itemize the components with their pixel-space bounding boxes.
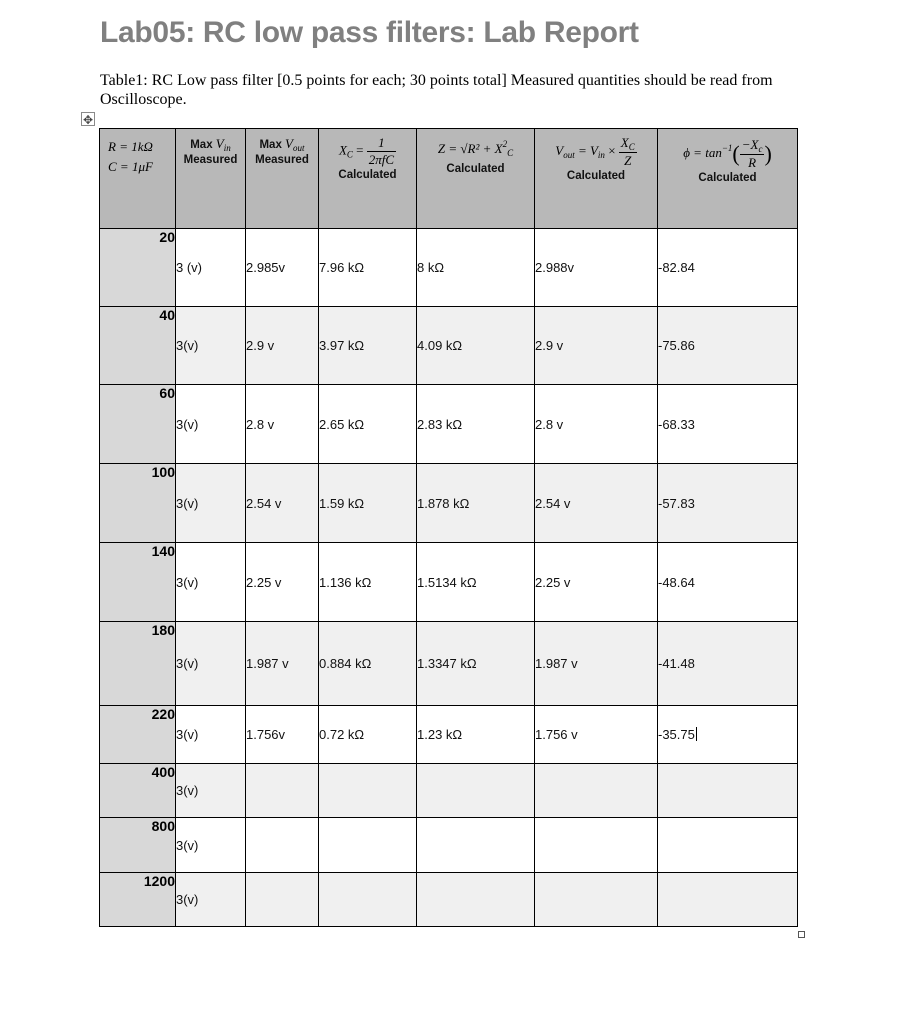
- table-resize-handle-icon[interactable]: [798, 931, 805, 938]
- header-vout-measured: Max $V_{out}$ Measured: [246, 129, 319, 229]
- vout-calculated-cell[interactable]: 1.987 v: [535, 622, 658, 706]
- z-cell[interactable]: 4.09 kΩ: [417, 307, 535, 385]
- xc-cell[interactable]: 3.97 kΩ: [319, 307, 417, 385]
- z-cell[interactable]: [417, 873, 535, 927]
- vout-measured-cell[interactable]: 2.54 v: [246, 464, 319, 543]
- header-phi-calculated: $\phi = \tan^{-1}$( $\frac{-X_c}{R}$ ) Calculated: [658, 129, 798, 229]
- header-rc-values: [100, 129, 176, 229]
- vin-cell[interactable]: 3(v): [176, 873, 246, 927]
- header-vin-measured-label: Measured: [183, 154, 238, 166]
- phi-cell[interactable]: -48.64: [658, 543, 798, 622]
- header-resistance: R = 1kΩ: [108, 139, 153, 154]
- vout-calculated-cell[interactable]: [535, 764, 658, 818]
- table-row: [100, 873, 798, 927]
- vout-calculated-cell[interactable]: [535, 818, 658, 873]
- frequency-cell: 1200: [100, 873, 176, 927]
- vout-measured-cell[interactable]: 1.756v: [246, 706, 319, 764]
- header-vout-calculated-label: Calculated: [566, 170, 626, 182]
- frequency-cell: 800: [100, 818, 176, 873]
- frequency-cell: 20: [100, 229, 176, 307]
- frequency-cell: 100: [100, 464, 176, 543]
- header-xc-calculated-label: Calculated: [338, 169, 397, 181]
- vout-measured-cell[interactable]: 2.9 v: [246, 307, 319, 385]
- phi-cell[interactable]: [658, 706, 798, 764]
- phi-cell[interactable]: -82.84: [658, 229, 798, 307]
- vin-cell[interactable]: 3(v): [176, 706, 246, 764]
- vin-cell[interactable]: 3(v): [176, 307, 246, 385]
- header-vin-measured: Max $V_{in}$ Measured: [176, 129, 246, 229]
- phi-cell[interactable]: -57.83: [658, 464, 798, 543]
- phi-value: -35.75: [658, 727, 695, 742]
- vin-cell[interactable]: 3(v): [176, 764, 246, 818]
- frequency-cell: 220: [100, 706, 176, 764]
- vout-measured-cell[interactable]: [246, 818, 319, 873]
- table-row: [100, 229, 798, 307]
- header-vout-measured-label: Measured: [255, 154, 309, 166]
- header-capacitance: C = 1μF: [108, 159, 153, 174]
- table-header-row: [100, 129, 798, 229]
- table-row: [100, 706, 798, 764]
- z-cell[interactable]: [417, 764, 535, 818]
- table-row: [100, 764, 798, 818]
- phi-cell[interactable]: [658, 764, 798, 818]
- vout-measured-cell[interactable]: 2.985v: [246, 229, 319, 307]
- z-cell[interactable]: 1.878 kΩ: [417, 464, 535, 543]
- frequency-cell: 400: [100, 764, 176, 818]
- table-row: [100, 818, 798, 873]
- table-row: [100, 622, 798, 706]
- z-cell[interactable]: [417, 818, 535, 873]
- phi-cell[interactable]: -75.86: [658, 307, 798, 385]
- xc-cell[interactable]: [319, 818, 417, 873]
- frequency-cell: 40: [100, 307, 176, 385]
- header-z-calculated-label: Calculated: [446, 163, 505, 175]
- phi-cell[interactable]: [658, 873, 798, 927]
- z-cell[interactable]: 1.5134 kΩ: [417, 543, 535, 622]
- vout-measured-cell[interactable]: 2.8 v: [246, 385, 319, 464]
- vout-calculated-cell[interactable]: 2.988v: [535, 229, 658, 307]
- phi-cell[interactable]: -68.33: [658, 385, 798, 464]
- frequency-cell: 180: [100, 622, 176, 706]
- phi-cell[interactable]: -41.48: [658, 622, 798, 706]
- document-title: Lab05: RC low pass filters: Lab Report: [100, 16, 639, 49]
- z-cell[interactable]: 8 kΩ: [417, 229, 535, 307]
- vin-cell[interactable]: 3(v): [176, 464, 246, 543]
- xc-cell[interactable]: 0.884 kΩ: [319, 622, 417, 706]
- vout-calculated-cell[interactable]: 1.756 v: [535, 706, 658, 764]
- xc-cell[interactable]: [319, 764, 417, 818]
- xc-cell[interactable]: 0.72 kΩ: [319, 706, 417, 764]
- vin-cell[interactable]: 3(v): [176, 622, 246, 706]
- vin-cell[interactable]: 3 (v): [176, 229, 246, 307]
- table-row: [100, 385, 798, 464]
- xc-cell[interactable]: 1.136 kΩ: [319, 543, 417, 622]
- table-move-handle-icon[interactable]: ✥: [82, 113, 94, 127]
- phi-cell[interactable]: [658, 818, 798, 873]
- rc-filter-table: [99, 128, 798, 927]
- vout-calculated-cell[interactable]: 2.54 v: [535, 464, 658, 543]
- z-cell[interactable]: 1.3347 kΩ: [417, 622, 535, 706]
- vout-calculated-cell[interactable]: 2.9 v: [535, 307, 658, 385]
- vout-calculated-cell[interactable]: 2.25 v: [535, 543, 658, 622]
- vout-measured-cell[interactable]: 2.25 v: [246, 543, 319, 622]
- vin-cell[interactable]: 3(v): [176, 818, 246, 873]
- header-xc-calculated: $X_C$ = $\frac{1}{\text{2πfC}}$ Calculated: [319, 129, 417, 229]
- xc-cell[interactable]: 1.59 kΩ: [319, 464, 417, 543]
- vout-measured-cell[interactable]: [246, 873, 319, 927]
- text-cursor: [696, 727, 697, 741]
- table-caption: Table1: RC Low pass filter [0.5 points for each; 30 points total] Measured quantities should be read from Oscilloscope.: [100, 72, 773, 108]
- vout-measured-cell[interactable]: 1.987 v: [246, 622, 319, 706]
- vout-calculated-cell[interactable]: 2.8 v: [535, 385, 658, 464]
- header-z-calculated: $Z = √R^2 + X^2_C$ Calculated: [417, 129, 535, 229]
- xc-cell[interactable]: [319, 873, 417, 927]
- vout-measured-cell[interactable]: [246, 764, 319, 818]
- frequency-cell: 60: [100, 385, 176, 464]
- table-row: [100, 543, 798, 622]
- header-vout-calculated: $V_{out} = V_{in}$ × $\frac{X_C}{Z}$ Calculated: [535, 129, 658, 229]
- z-cell[interactable]: 1.23 kΩ: [417, 706, 535, 764]
- header-phi-calculated-label: Calculated: [698, 172, 757, 184]
- table-row: [100, 464, 798, 543]
- z-cell[interactable]: 2.83 kΩ: [417, 385, 535, 464]
- xc-cell[interactable]: 2.65 kΩ: [319, 385, 417, 464]
- table-row: [100, 307, 798, 385]
- vin-cell[interactable]: 3(v): [176, 385, 246, 464]
- vin-cell[interactable]: 3(v): [176, 543, 246, 622]
- vout-calculated-cell[interactable]: [535, 873, 658, 927]
- xc-cell[interactable]: 7.96 kΩ: [319, 229, 417, 307]
- frequency-cell: 140: [100, 543, 176, 622]
